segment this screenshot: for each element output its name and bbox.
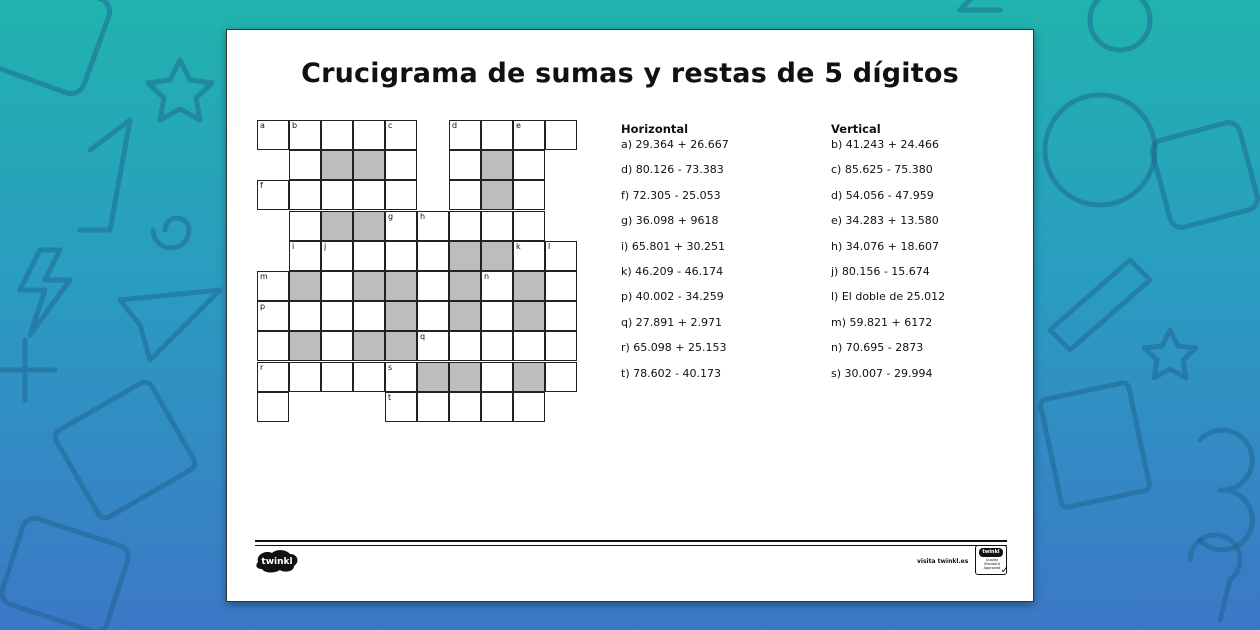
clue-item: p) 40.002 - 34.259 bbox=[621, 290, 724, 304]
crossword-cell[interactable] bbox=[449, 211, 481, 241]
crossword-cell[interactable] bbox=[417, 211, 449, 241]
crossword-cell[interactable] bbox=[417, 301, 449, 331]
check-icon: ✓ bbox=[1000, 565, 1009, 576]
crossword-cell[interactable] bbox=[481, 120, 513, 150]
crossword-cell[interactable] bbox=[481, 271, 513, 301]
crossword-cell[interactable] bbox=[513, 241, 545, 271]
crossword-cell-shaded bbox=[353, 271, 385, 301]
crossword-cell-shaded bbox=[449, 241, 481, 271]
cell-letter-label: t bbox=[388, 392, 392, 402]
cell-letter-label: b bbox=[292, 121, 298, 130]
crossword-cell[interactable] bbox=[545, 331, 577, 361]
crossword-cell[interactable] bbox=[321, 331, 353, 361]
cell-letter-label: e bbox=[516, 121, 521, 130]
cell-letter-label: i bbox=[292, 241, 295, 251]
crossword-cell[interactable] bbox=[321, 271, 353, 301]
crossword-cell[interactable] bbox=[257, 362, 289, 392]
cell-letter-label: n bbox=[484, 272, 490, 281]
clue-item: h) 34.076 + 18.607 bbox=[831, 239, 939, 253]
crossword-cell[interactable] bbox=[513, 120, 545, 150]
star-icon bbox=[148, 60, 212, 120]
crossword-cell[interactable] bbox=[257, 301, 289, 331]
swirl-icon bbox=[153, 218, 189, 248]
cell-letter-label: l bbox=[548, 241, 551, 251]
clue-item: j) 80.156 - 15.674 bbox=[831, 264, 930, 278]
crossword-cell[interactable] bbox=[289, 362, 321, 392]
cell-letter-label: m bbox=[260, 272, 268, 281]
crossword-cell[interactable] bbox=[353, 362, 385, 392]
crossword-cell[interactable] bbox=[449, 180, 481, 210]
crossword-cell[interactable] bbox=[289, 211, 321, 241]
crossword-cell[interactable] bbox=[545, 362, 577, 392]
crossword-cell-shaded bbox=[353, 211, 385, 241]
crossword-cell[interactable] bbox=[289, 150, 321, 180]
cell-letter-label: p bbox=[260, 302, 266, 312]
crossword-cell[interactable] bbox=[321, 120, 353, 150]
crossword-cell[interactable] bbox=[321, 180, 353, 210]
crossword-cell[interactable] bbox=[257, 180, 289, 210]
crossword-cell[interactable] bbox=[513, 180, 545, 210]
crossword-cell-shaded bbox=[385, 331, 417, 361]
twinkl-logo bbox=[254, 548, 300, 574]
cell-letter-label: f bbox=[260, 181, 263, 191]
crossword-cell[interactable] bbox=[385, 362, 417, 392]
crossword-cell[interactable] bbox=[545, 120, 577, 150]
crossword-cell[interactable] bbox=[417, 241, 449, 271]
crossword-cell[interactable] bbox=[417, 392, 449, 422]
clue-item: c) 85.625 - 75.380 bbox=[831, 163, 933, 177]
clue-item: s) 30.007 - 29.994 bbox=[831, 366, 933, 380]
crossword-cell[interactable] bbox=[353, 301, 385, 331]
crossword-cell-shaded bbox=[513, 301, 545, 331]
clue-item: k) 46.209 - 46.174 bbox=[621, 264, 724, 278]
cell-letter-label: a bbox=[260, 121, 265, 130]
cell-letter-label: k bbox=[516, 241, 521, 251]
page-title: Crucigrama de sumas y restas de 5 dígitos bbox=[301, 58, 959, 89]
clue-item: a) 29.364 + 26.667 bbox=[621, 138, 729, 151]
crossword-cell[interactable] bbox=[289, 301, 321, 331]
crossword-cell[interactable] bbox=[257, 331, 289, 361]
number-eight-icon bbox=[1090, 0, 1150, 50]
crossword-cell[interactable] bbox=[257, 392, 289, 422]
crossword-cell-shaded bbox=[481, 150, 513, 180]
cell-letter-label: g bbox=[388, 211, 394, 221]
clue-item: q) 27.891 + 2.971 bbox=[621, 315, 722, 329]
crossword-cell[interactable] bbox=[545, 271, 577, 301]
plus-icon bbox=[0, 340, 55, 400]
number-three-icon bbox=[1200, 430, 1252, 550]
crossword-cell[interactable] bbox=[289, 180, 321, 210]
clue-item: l) El doble de 25.012 bbox=[831, 290, 946, 304]
crossword-cell[interactable] bbox=[321, 362, 353, 392]
book-icon bbox=[52, 379, 197, 521]
dice-icon bbox=[1150, 120, 1260, 230]
crossword-cell[interactable] bbox=[353, 180, 385, 210]
crossword-cell-shaded bbox=[321, 150, 353, 180]
crossword-cell[interactable] bbox=[545, 241, 577, 271]
crossword-cell[interactable] bbox=[321, 241, 353, 271]
crossword-cell-shaded bbox=[289, 331, 321, 361]
crossword-cell[interactable] bbox=[481, 211, 513, 241]
crossword-cell[interactable] bbox=[449, 392, 481, 422]
crossword-cell[interactable] bbox=[385, 180, 417, 210]
crossword-cell[interactable] bbox=[353, 241, 385, 271]
crossword-cell[interactable] bbox=[513, 392, 545, 422]
crossword-cell[interactable] bbox=[385, 211, 417, 241]
worksheet bbox=[226, 29, 1034, 602]
lightning-icon bbox=[20, 250, 70, 335]
badge-caption: Quality Standard Approved bbox=[983, 558, 1001, 570]
crossword-cell-shaded bbox=[513, 271, 545, 301]
footer-divider-thin bbox=[255, 545, 1007, 546]
clue-item: t) 78.602 - 40.173 bbox=[621, 366, 722, 380]
crossword-cell-shaded bbox=[449, 271, 481, 301]
crossword-cell-shaded bbox=[289, 271, 321, 301]
quality-badge bbox=[975, 545, 1007, 575]
vertical-clues bbox=[831, 122, 945, 392]
crossword-cell-shaded bbox=[449, 301, 481, 331]
crossword-cell[interactable] bbox=[449, 331, 481, 361]
site-link[interactable]: visita twinkl.es bbox=[917, 558, 969, 565]
clue-item: f) 72.305 - 25.053 bbox=[621, 188, 721, 202]
crossword-cell-shaded bbox=[321, 211, 353, 241]
crossword-cell[interactable] bbox=[353, 120, 385, 150]
cell-letter-label: s bbox=[388, 362, 393, 372]
crossword-cell[interactable] bbox=[545, 301, 577, 331]
clue-item: e) 34.283 + 13.580 bbox=[831, 214, 939, 228]
crossword-cell-shaded bbox=[385, 271, 417, 301]
crossword-cell[interactable] bbox=[385, 120, 417, 150]
clue-item: n) 70.695 - 2873 bbox=[831, 341, 924, 355]
number-one-icon bbox=[80, 120, 130, 230]
crossword-cell[interactable] bbox=[385, 392, 417, 422]
cell-letter-label: r bbox=[260, 362, 264, 372]
crossword-cell-shaded bbox=[417, 362, 449, 392]
crossword-cell[interactable] bbox=[385, 241, 417, 271]
crossword-cell-shaded bbox=[353, 150, 385, 180]
crossword-cell[interactable] bbox=[289, 241, 321, 271]
cell-letter-label: d bbox=[452, 121, 458, 130]
clue-item: d) 54.056 - 47.959 bbox=[831, 188, 934, 202]
number-zero-icon bbox=[1045, 95, 1155, 205]
cell-letter-label: q bbox=[420, 332, 426, 342]
crossword-cell[interactable] bbox=[257, 271, 289, 301]
badge-label: twinkl bbox=[979, 548, 1003, 557]
crossword-cell[interactable] bbox=[449, 150, 481, 180]
crossword-cell[interactable] bbox=[385, 150, 417, 180]
crossword-cell[interactable] bbox=[481, 331, 513, 361]
crossword-cell[interactable] bbox=[481, 301, 513, 331]
paper-plane-icon bbox=[120, 290, 220, 360]
crossword-grid bbox=[257, 120, 577, 422]
clue-item: i) 65.801 + 30.251 bbox=[621, 239, 726, 253]
clue-item: b) 41.243 + 24.466 bbox=[831, 138, 939, 151]
pencil-icon bbox=[1050, 260, 1150, 350]
cell-letter-label: c bbox=[388, 121, 393, 130]
crossword-cell[interactable] bbox=[417, 271, 449, 301]
crossword-cell-shaded bbox=[481, 180, 513, 210]
crossword-cell-shaded bbox=[385, 301, 417, 331]
crossword-cell[interactable] bbox=[449, 120, 481, 150]
crossword-cell-shaded bbox=[449, 362, 481, 392]
crossword-cell[interactable] bbox=[513, 331, 545, 361]
clue-item: g) 36.098 + 9618 bbox=[621, 214, 719, 228]
calculator-icon bbox=[0, 0, 113, 98]
crossword-cell[interactable] bbox=[481, 362, 513, 392]
cell-letter-label: h bbox=[420, 211, 426, 221]
crossword-cell[interactable] bbox=[513, 150, 545, 180]
crossword-cell-shaded bbox=[481, 241, 513, 271]
crossword-cell-shaded bbox=[353, 331, 385, 361]
notepad-icon bbox=[1040, 382, 1151, 508]
horizontal-clues bbox=[621, 122, 729, 392]
clue-item: d) 80.126 - 73.383 bbox=[621, 163, 724, 177]
vertical-heading: Vertical bbox=[831, 122, 881, 136]
footer-divider bbox=[255, 540, 1007, 542]
crossword-cell[interactable] bbox=[289, 120, 321, 150]
crossword-cell[interactable] bbox=[257, 120, 289, 150]
clue-item: r) 65.098 + 25.153 bbox=[621, 341, 727, 355]
cell-letter-label: j bbox=[324, 241, 327, 251]
crossword-cell[interactable] bbox=[321, 301, 353, 331]
crossword-cell-shaded bbox=[513, 362, 545, 392]
crossword-cell[interactable] bbox=[417, 331, 449, 361]
crossword-cell[interactable] bbox=[513, 211, 545, 241]
crossword-cell[interactable] bbox=[481, 392, 513, 422]
horizontal-heading: Horizontal bbox=[621, 122, 689, 136]
clue-item: m) 59.821 + 6172 bbox=[831, 315, 933, 329]
logo-text: twinkl bbox=[261, 557, 293, 567]
